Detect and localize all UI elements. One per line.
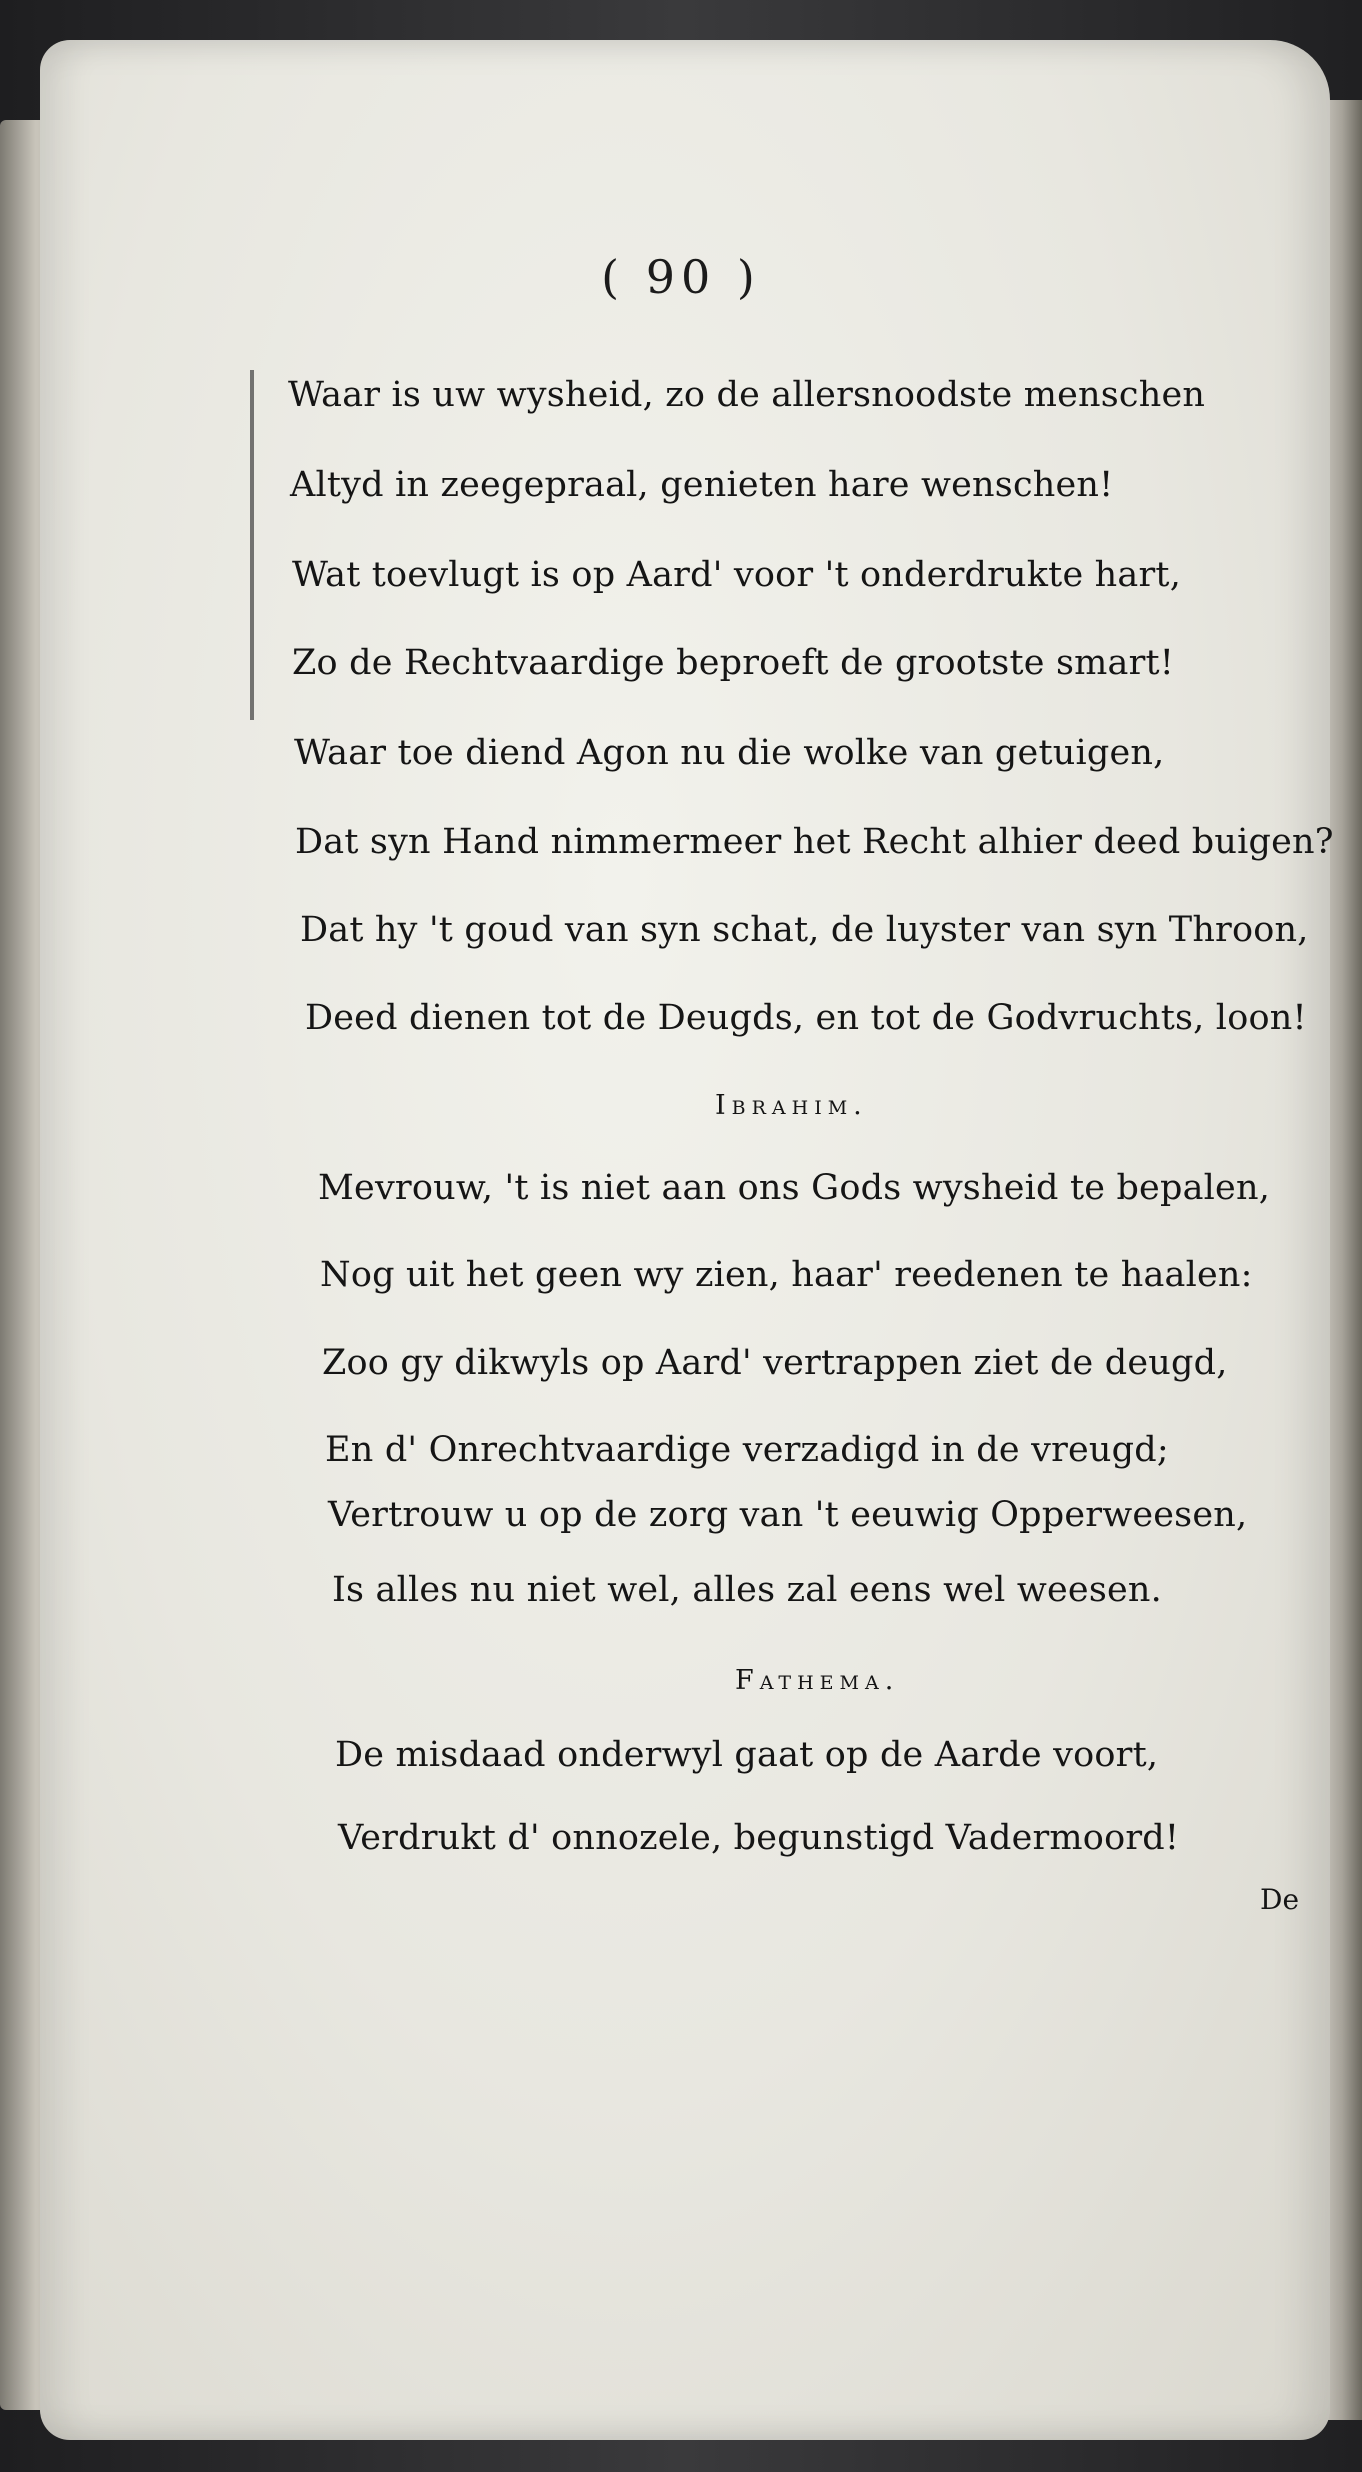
- verse-line: Mevrouw, 't is niet aan ons Gods wysheid te bepalen,: [318, 1168, 1271, 1208]
- verse-line: En d' Onrechtvaardige verzadigd in de vreugd;: [325, 1430, 1169, 1470]
- verse-line: Dat syn Hand nimmermeer het Recht alhier deed buigen?: [295, 822, 1334, 862]
- page-number: ( 90 ): [601, 250, 761, 304]
- verse-line: De misdaad onderwyl gaat op de Aarde voort,: [335, 1735, 1159, 1775]
- verse-line: Altyd in zeegepraal, genieten hare wenschen!: [290, 465, 1114, 505]
- verse-line: Dat hy 't goud van syn schat, de luyster van syn Throon,: [300, 910, 1309, 950]
- verse-line: Waar toe diend Agon nu die wolke van getuigen,: [294, 733, 1165, 773]
- verse-line: Waar is uw wysheid, zo de allersnoodste menschen: [288, 375, 1206, 415]
- verse-line: Zo de Rechtvaardige beproeft de grootste smart!: [292, 643, 1175, 683]
- verse-line: Vertrouw u op de zorg van 't eeuwig Opperweesen,: [328, 1495, 1248, 1535]
- verse-line: Nog uit het geen wy zien, haar' reedenen te haalen:: [320, 1255, 1253, 1295]
- catchword: De: [1260, 1883, 1300, 1916]
- speaker-name: Ibrahim.: [715, 1090, 868, 1121]
- verse-line: Deed dienen tot de Deugds, en tot de Godvruchts, loon!: [305, 998, 1307, 1038]
- verse-line: Verdrukt d' onnozele, begunstigd Vadermoord!: [338, 1818, 1180, 1858]
- margin-mark: [250, 370, 254, 720]
- verse-line: Wat toevlugt is op Aard' voor 't onderdrukte hart,: [292, 555, 1182, 595]
- verse-line: Is alles nu niet wel, alles zal eens wel weesen.: [332, 1570, 1162, 1610]
- speaker-name: Fathema.: [735, 1665, 900, 1696]
- verse-line: Zoo gy dikwyls op Aard' vertrappen ziet de deugd,: [322, 1343, 1228, 1383]
